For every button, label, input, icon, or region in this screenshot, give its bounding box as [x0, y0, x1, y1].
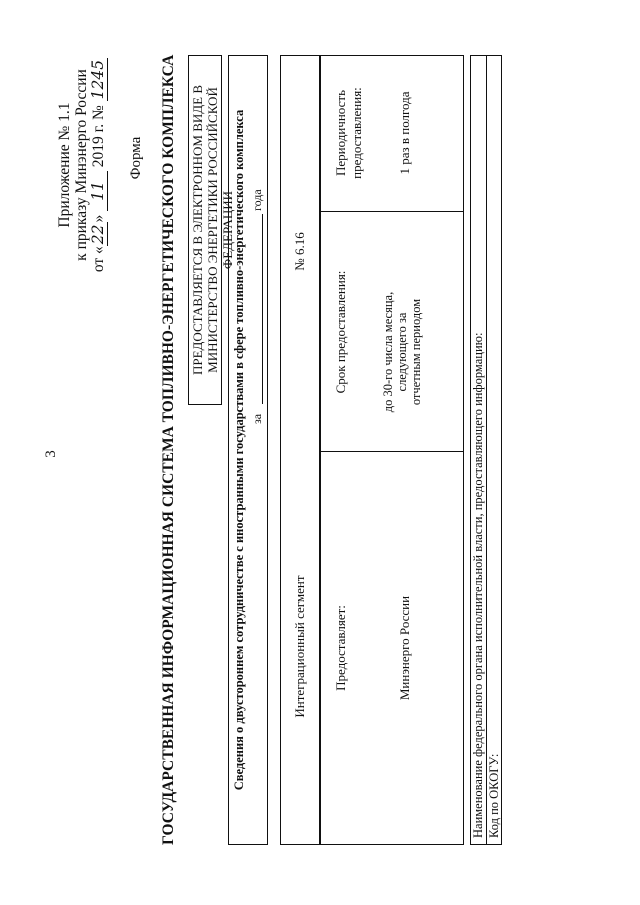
- footer-box: [470, 55, 502, 845]
- reporting-table: [320, 55, 464, 845]
- table-header-frequency: Периодичность предоставления:: [333, 87, 364, 179]
- appendix-block: [56, 50, 107, 280]
- main-title: ГОСУДАРСТВЕННАЯ ИНФОРМАЦИОННАЯ СИСТЕМА ТОПЛИВНО-ЭНЕРГЕТИЧЕСКОГО КОМПЛЕКСА: [160, 54, 177, 845]
- footer-divider: [486, 56, 487, 844]
- okogu-label: Код по ОКОГУ:: [487, 753, 501, 838]
- page-number: 3: [43, 450, 59, 458]
- table-header-deadline: Срок предоставления:: [333, 270, 348, 394]
- segment-box: [280, 55, 320, 845]
- report-title-box: [228, 55, 268, 845]
- table-cell-deadline: до 30-го числа месяца, следующего за отчетным периодом: [381, 291, 423, 413]
- date-mid: »: [90, 214, 107, 223]
- form-label: Форма: [128, 136, 144, 180]
- report-title-text: Сведения о двустороннем сотрудничестве с иностранными государствами в сфере топливно-энергетического комплекса: [232, 109, 246, 791]
- table-cell-frequency: 1 раз в полгода: [397, 91, 412, 175]
- submission-line1: ПРЕДОСТАВЛЯЕТСЯ В ЭЛЕКТРОННОМ ВИДЕ В: [190, 84, 205, 376]
- segment-number: № 6.16: [292, 232, 307, 271]
- date-prefix: от «: [90, 246, 107, 273]
- date-day: 22: [89, 224, 107, 245]
- submission-line2: МИНИСТЕРСТВО ЭНЕРГЕТИКИ РОССИЙСКОЙ ФЕДЕРАЦИИ: [205, 87, 235, 373]
- table-cell-provider: Минэнерго России: [397, 595, 412, 701]
- appendix-date-line: [90, 50, 107, 280]
- report-title-goda: года: [250, 189, 264, 211]
- org-name-label: Наименование федерального органа исполнительной власти, предоставляющего информацию:: [471, 332, 485, 838]
- date-year: 2019 г. №: [90, 105, 107, 168]
- segment-label: Интеграционный сегмент: [292, 575, 307, 718]
- report-title-za: за: [250, 413, 264, 424]
- appendix-line1: Приложение № 1.1: [56, 102, 73, 228]
- submission-box: [188, 55, 235, 405]
- order-number: 1245: [89, 59, 107, 100]
- report-title-period-line: [262, 214, 263, 404]
- date-month: 11: [89, 171, 108, 211]
- appendix-line2: к приказу Минэнерго России: [73, 69, 90, 261]
- table-header-provider: Предоставляет:: [333, 605, 348, 691]
